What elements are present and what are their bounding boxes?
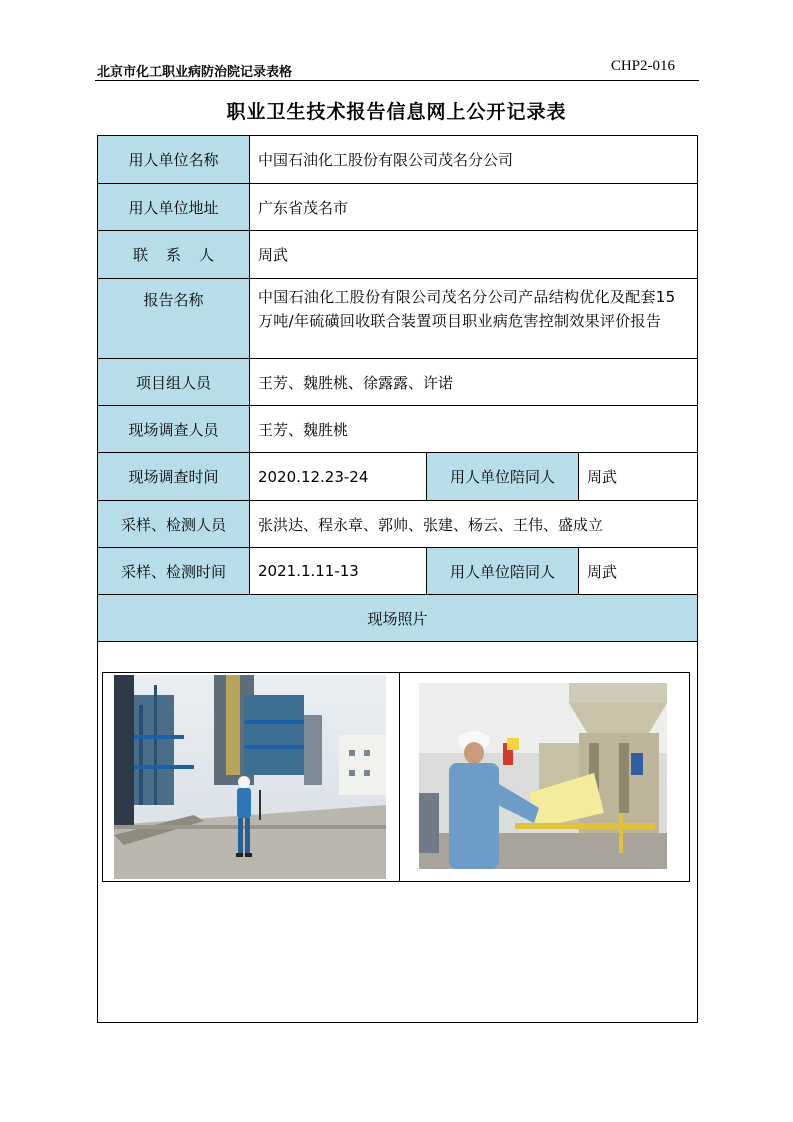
sampling-staff-value: 张洪达、程永章、郭帅、张建、杨云、王伟、盛成立 — [258, 515, 604, 534]
row-sampling-staff — [98, 501, 697, 548]
site-survey-time-label: 现场调查时间 — [98, 453, 250, 500]
row-employer-address — [98, 184, 697, 231]
row-site-survey-time — [98, 453, 697, 501]
row-report-name — [98, 279, 697, 359]
photo-worker-bagging-machine — [419, 683, 667, 869]
photo-plant-worker-outdoor — [114, 675, 386, 879]
project-team-value: 王芳、魏胜桃、徐露露、许诺 — [258, 373, 454, 392]
contact-label: 联系人 — [98, 231, 250, 278]
record-table — [97, 135, 698, 1023]
accompany-label-1: 用人单位陪同人 — [427, 453, 579, 500]
header-code: CHP2-016 — [610, 58, 675, 74]
row-employer-name — [98, 136, 697, 184]
sampling-time-label: 采样、检测时间 — [98, 548, 250, 594]
page-title: 职业卫生技术报告信息网上公开记录表 — [226, 101, 567, 123]
employer-name-label: 用人单位名称 — [98, 136, 250, 183]
row-photos-header — [98, 595, 697, 642]
site-survey-staff-label: 现场调查人员 — [98, 406, 250, 452]
employer-name-value: 中国石油化工股份有限公司茂名分公司 — [258, 151, 514, 169]
header-org: 北京市化工职业病防治院记录表格 — [97, 65, 293, 80]
header-divider — [95, 80, 699, 81]
accompany-value-2: 周武 — [587, 562, 618, 581]
sampling-time-value: 2021.1.11-13 — [250, 548, 427, 594]
employer-address-value: 广东省茂名市 — [258, 198, 349, 217]
row-project-team — [98, 359, 697, 406]
photos-label: 现场照片 — [98, 595, 697, 641]
report-name-label: 报告名称 — [98, 279, 250, 358]
contact-value: 周武 — [258, 246, 289, 264]
site-survey-staff-value: 王芳、魏胜桃 — [258, 420, 349, 439]
row-sampling-time — [98, 548, 697, 595]
row-contact — [98, 231, 697, 279]
site-survey-time-value: 2020.12.23-24 — [250, 453, 427, 500]
accompany-label-2: 用人单位陪同人 — [427, 548, 579, 594]
project-team-label: 项目组人员 — [98, 359, 250, 405]
photo-divider — [399, 673, 400, 881]
accompany-value-1: 周武 — [587, 468, 618, 486]
employer-address-label: 用人单位地址 — [98, 184, 250, 230]
report-name-value: 中国石油化工股份有限公司茂名分公司产品结构优化及配套15万吨/年硫磺回收联合装置项目职业病危害控制效果评价报告 — [258, 288, 676, 330]
row-site-survey-staff — [98, 406, 697, 453]
photo-frame — [102, 672, 690, 882]
sampling-staff-label: 采样、检测人员 — [98, 501, 250, 547]
